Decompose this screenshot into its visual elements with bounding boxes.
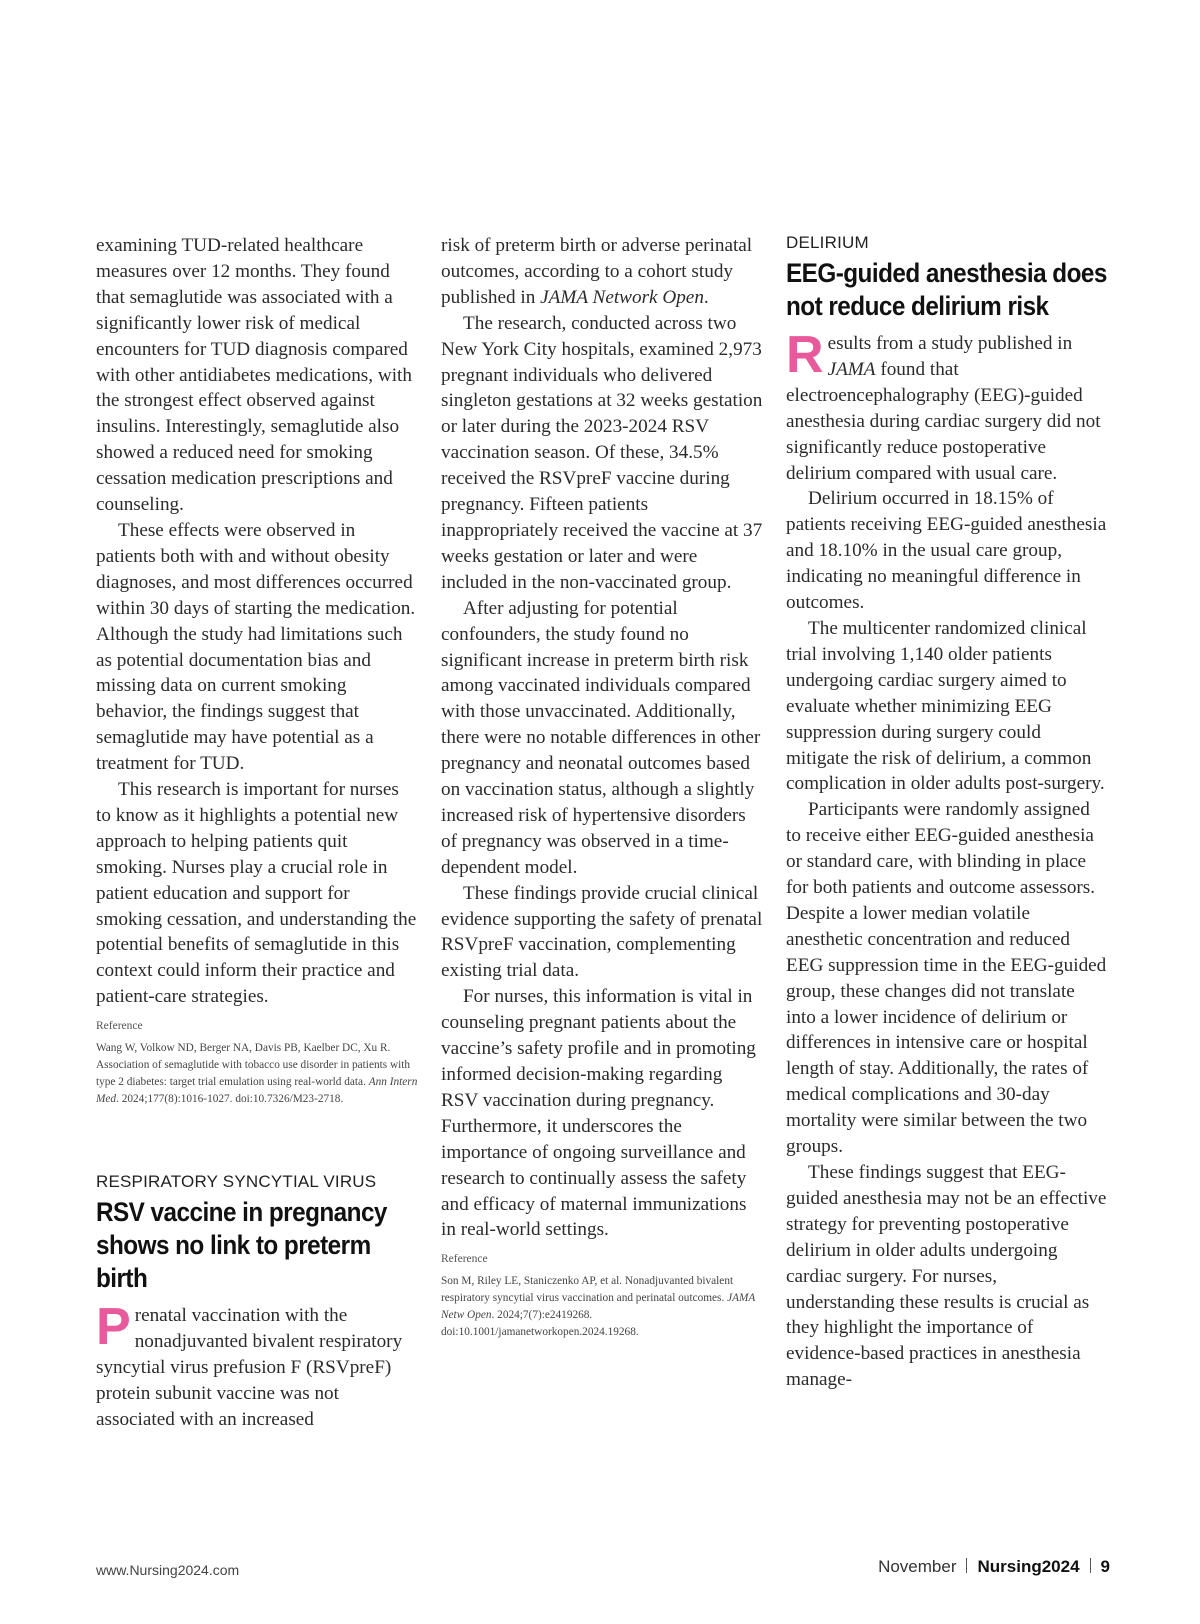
article-headline: RSV vaccine in pregnancy shows no link to preterm birth — [96, 1197, 387, 1294]
lead-paragraph: Prenatal vaccination with the nonadjuvanted bivalent respiratory syncytial virus prefusion F (RSVpreF) protein subunit vaccine was not associated with an increased — [96, 1298, 403, 1430]
reference-heading: Reference — [96, 1020, 143, 1033]
footer-month: November — [878, 1557, 957, 1576]
footer-divider — [966, 1558, 967, 1573]
body-paragraph: Participants were randomly assigned to receive either EEG-guided anesthesia or standard care, with blinding in place for both patients and outcome assessors. Despite a lower median volatile anesthetic concentration and reduced EEG suppression time in the EEG-guided group, these changes did not translate into a lower incidence of delirium or differences in intensive care or hospital length of stay. Additionally, the rates of medical complications and 30-day mortality were similar between the two groups. — [786, 799, 1107, 1158]
drop-cap: R — [786, 326, 824, 384]
column-1 — [96, 233, 418, 1433]
body-paragraph: examining TUD-related healthcare measures over 12 months. They found that semaglutide was associated with a significantly lower risk of medical encounters for TUD diagnosis compared with other antidiabetes medications, with the strongest effect observed against insulins. Interestingly, semaglutide also showed a reduced need for smoking cessation medication prescriptions and counseling. — [96, 235, 412, 516]
body-paragraph: These findings suggest that EEG-guided anesthesia may not be an effective strategy for preventing postoperative delirium in older adults undergoing cardiac surgery. For nurses, understanding these results is crucial as they highlight the importance of evidence-based practices in anesthesia manage- — [786, 1162, 1107, 1391]
reference-heading: Reference — [441, 1253, 488, 1266]
body-paragraph: This research is important for nurses to know as it highlights a potential new approach to helping patients quit smoking. Nurses play a crucial role in patient education and support for smoking cessation, and understanding the potential benefits of semaglutide in this context could inform their practice and patient-care strategies. — [96, 779, 417, 1008]
section-kicker: RESPIRATORY SYNCYTIAL VIRUS — [96, 1172, 377, 1192]
footer-magazine: Nursing2024 — [977, 1557, 1080, 1576]
body-paragraph: These findings provide crucial clinical evidence supporting the safety of prenatal RSVpreF vaccination, complementing existing trial data. — [441, 882, 763, 982]
column-2 — [441, 233, 763, 1341]
footer-website: www.Nursing2024.com — [96, 1562, 240, 1578]
drop-cap: P — [96, 1298, 131, 1357]
body-paragraph: These effects were observed in patients both with and without obesity diagnoses, and most differences occurred within 30 days of starting the medication. Although the study had limitations such as potential documentation bias and missing data on current smoking behavior, the findings suggest that semaglutide may have potential as a treatment for TUD. — [96, 519, 416, 775]
body-paragraph: The research, conducted across two New York City hospitals, examined 2,973 pregnant individuals who delivered singleton gestations at 32 weeks gestation or later during the 2023-2024 RSV vaccination season. Of these, 34.5% received the RSVpreF vaccine during pregnancy. Fifteen patients inappropriately received the vaccine at 37 weeks gestation or later and were included in the non-vaccinated group. — [441, 312, 763, 593]
body-paragraph: risk of preterm birth or adverse perinatal outcomes, according to a cohort study published in JAMA Network Open. — [441, 235, 753, 308]
rsv-article — [96, 1172, 418, 1433]
column-3 — [786, 233, 1108, 1393]
section-kicker: DELIRIUM — [786, 233, 869, 252]
article-headline: EEG-guided anesthesia does not reduce delirium risk — [786, 258, 1107, 321]
lead-paragraph: Results from a study published in JAMA found that electroencephalography (EEG)-guided anesthesia during cardiac surgery did not significantly reduce postoperative delirium compared with usual care. — [786, 326, 1101, 484]
reference-citation: Son M, Riley LE, Staniczenko AP, et al. Nonadjuvanted bivalent respiratory syncytial virus vaccination and perinatal outcomes. JAMA Netw Open. 2024;7(7):e2419268. doi:10.1001/jamanetworkopen.2024.19268. — [441, 1275, 756, 1339]
body-paragraph: Delirium occurred in 18.15% of patients receiving EEG-guided anesthesia and 18.10% in the usual care group, indicating no meaningful difference in outcomes. — [786, 488, 1107, 614]
page-number: 9 — [1100, 1557, 1110, 1576]
delirium-article — [786, 233, 1108, 1393]
body-paragraph: After adjusting for potential confounders, the study found no significant increase in preterm birth risk among vaccinated individuals compared with those unvaccinated. Additionally, there were no notable differences in other pregnancy and neonatal outcomes based on vaccination status, although a slightly increased risk of hypertensive disorders of pregnancy was observed in a time-dependent model. — [441, 597, 761, 878]
body-paragraph: For nurses, this information is vital in counseling pregnant patients about the vaccine’s safety profile and in promoting informed decision-making regarding RSV vaccination during pregnancy. Furthermore, it underscores the importance of ongoing surveillance and research to continually assess the safety and efficacy of maternal immunizations in real-world settings. — [441, 986, 756, 1241]
footer-folio — [878, 1557, 1110, 1577]
reference-citation: Wang W, Volkow ND, Berger NA, Davis PB, Kaelber DC, Xu R. Association of semaglutide with tobacco use disorder in patients with type 2 diabetes: target trial emulation using real-world data. Ann Intern Med. 2024;177(8):1016-1027. doi:10.7326/M23-2718. — [96, 1042, 418, 1106]
body-paragraph: The multicenter randomized clinical trial involving 1,140 older patients undergoing cardiac surgery aimed to evaluate whether minimizing EEG suppression during surgery could mitigate the risk of delirium, a common complication in older adults post-surgery. — [786, 617, 1105, 795]
footer-divider — [1090, 1558, 1091, 1573]
